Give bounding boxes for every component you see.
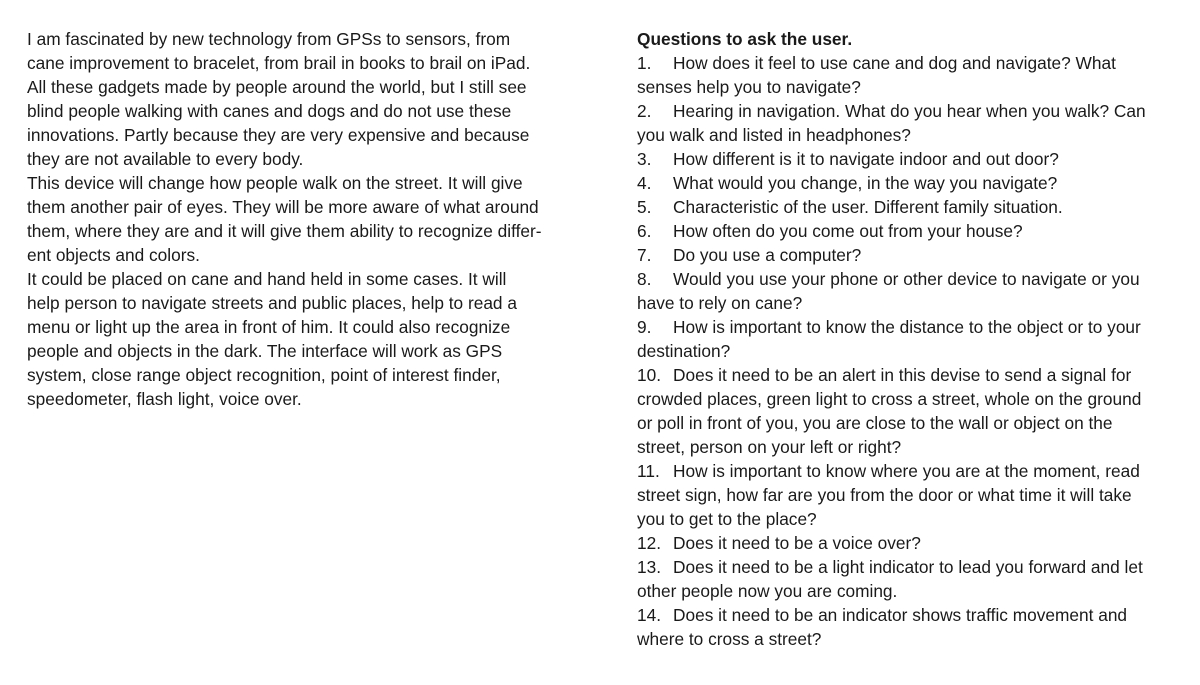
question-text: How often do you come out from your house? (673, 221, 1023, 241)
question-line (637, 195, 1182, 219)
question-number: 7. (637, 245, 652, 265)
question-text: How is important to know the distance to the object or to your (673, 317, 1141, 337)
intro-line: cane improvement to bracelet, from brail in books to brail on iPad. (27, 53, 531, 73)
question-line (637, 147, 1182, 171)
question-number: 8. (637, 269, 652, 289)
question-item (637, 99, 1182, 147)
question-continuation: other people now you are coming. (637, 581, 898, 601)
question-continuation: have to rely on cane? (637, 293, 803, 313)
intro-column (27, 27, 587, 411)
question-line (637, 267, 1182, 291)
question-text: How does it feel to use cane and dog and navigate? What (673, 53, 1116, 73)
questions-column (637, 27, 1182, 651)
question-number: 12. (637, 533, 662, 553)
question-line (637, 459, 1182, 483)
question-text: Does it need to be a light indicator to lead you forward and let (673, 557, 1143, 577)
question-continuation: you walk and listed in headphones? (637, 125, 911, 145)
question-number: 1. (637, 53, 652, 73)
question-continuation: street, person on your left or right? (637, 437, 902, 457)
intro-line: menu or light up the area in front of him. It could also recognize (27, 317, 511, 337)
question-line (637, 99, 1182, 123)
intro-line: them, where they are and it will give them ability to recognize differ- (27, 221, 542, 241)
question-continuation: where to cross a street? (637, 629, 822, 649)
question-line (637, 363, 1182, 387)
question-number: 11. (637, 461, 660, 481)
question-item (637, 531, 1182, 555)
question-line (637, 171, 1182, 195)
question-item (637, 147, 1182, 171)
question-text: Would you use your phone or other device to navigate or you (673, 269, 1140, 289)
question-line (637, 315, 1182, 339)
questions-heading: Questions to ask the user. (637, 29, 853, 49)
question-item (637, 363, 1182, 459)
question-continuation: or poll in front of you, you are close to the wall or object on the (637, 413, 1113, 433)
question-item (637, 315, 1182, 363)
question-number: 6. (637, 221, 652, 241)
intro-line: blind people walking with canes and dogs and do not use these (27, 101, 512, 121)
intro-line: they are not available to every body. (27, 149, 304, 169)
question-text: Hearing in navigation. What do you hear when you walk? Can (673, 101, 1146, 121)
intro-line: speedometer, flash light, voice over. (27, 389, 302, 409)
question-text: Does it need to be a voice over? (673, 533, 921, 553)
question-line (637, 555, 1182, 579)
question-text: How different is it to navigate indoor and out door? (673, 149, 1059, 169)
question-line (637, 603, 1182, 627)
question-list (637, 51, 1182, 651)
question-number: 4. (637, 173, 652, 193)
question-line (637, 219, 1182, 243)
question-continuation: street sign, how far are you from the door or what time it will take (637, 485, 1132, 505)
question-number: 9. (637, 317, 652, 337)
question-number: 2. (637, 101, 652, 121)
question-item (637, 171, 1182, 195)
question-text: Does it need to be an indicator shows traffic movement and (673, 605, 1128, 625)
question-continuation: crowded places, green light to cross a street, whole on the ground (637, 389, 1142, 409)
intro-line: ent objects and colors. (27, 245, 200, 265)
question-item (637, 459, 1182, 531)
question-item (637, 51, 1182, 99)
question-text: What would you change, in the way you navigate? (673, 173, 1058, 193)
question-text: Characteristic of the user. Different family situation. (673, 197, 1063, 217)
question-continuation: destination? (637, 341, 731, 361)
question-item (637, 195, 1182, 219)
intro-line: system, close range object recognition, point of interest finder, (27, 365, 501, 385)
question-item (637, 603, 1182, 651)
intro-line: This device will change how people walk on the street. It will give (27, 173, 523, 193)
question-number: 5. (637, 197, 652, 217)
question-number: 13. (637, 557, 662, 577)
question-continuation: senses help you to navigate? (637, 77, 861, 97)
intro-line: them another pair of eyes. They will be more aware of what around (27, 197, 539, 217)
intro-line: people and objects in the dark. The interface will work as GPS (27, 341, 503, 361)
question-text: How is important to know where you are at the moment, read (673, 461, 1140, 481)
question-number: 3. (637, 149, 652, 169)
question-item (637, 555, 1182, 603)
question-text: Does it need to be an alert in this devise to send a signal for (673, 365, 1132, 385)
question-line (637, 243, 1182, 267)
question-continuation: you to get to the place? (637, 509, 817, 529)
question-line (637, 51, 1182, 75)
question-text: Do you use a computer? (673, 245, 862, 265)
question-item (637, 267, 1182, 315)
intro-line: All these gadgets made by people around the world, but I still see (27, 77, 527, 97)
intro-line: I am fascinated by new technology from GPSs to sensors, from (27, 29, 511, 49)
question-line (637, 531, 1182, 555)
intro-line: innovations. Partly because they are very expensive and because (27, 125, 530, 145)
intro-line: help person to navigate streets and public places, help to read a (27, 293, 517, 313)
intro-line: It could be placed on cane and hand held in some cases. It will (27, 269, 507, 289)
question-number: 14. (637, 605, 662, 625)
question-item (637, 219, 1182, 243)
question-item (637, 243, 1182, 267)
question-number: 10. (637, 365, 662, 385)
